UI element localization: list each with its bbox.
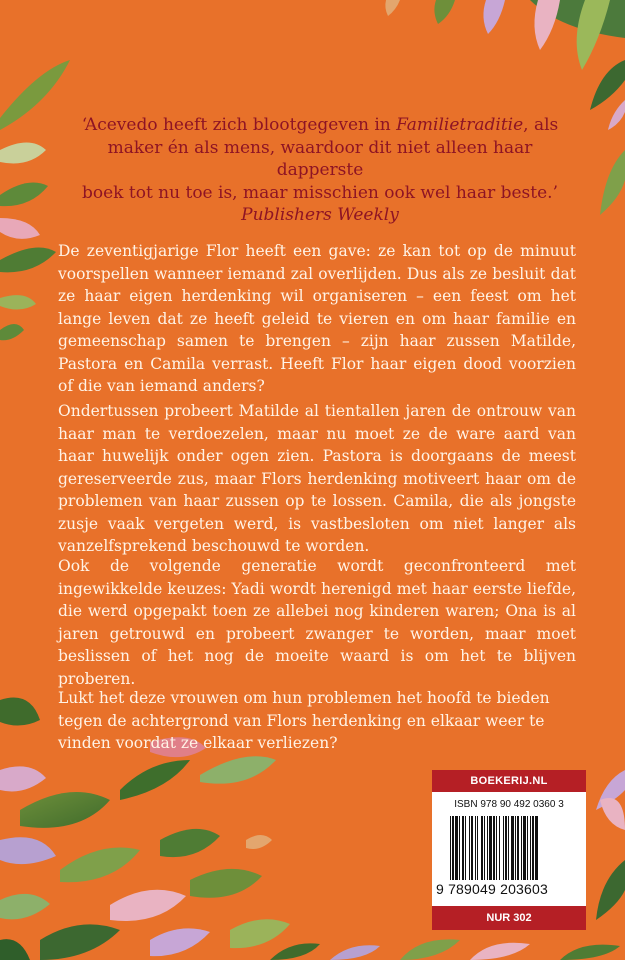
blurb-paragraph-3: Ook de volgende generatie wordt geconfronteerd met ingewikkelde keuzes: Yadi wordt herenigd met haar eerste liefde, die werd opgepakt toen ze allebei nog kinderen waren; Ona is al jaren getrouwd en probeert zwanger te worden, maar moet beslissen of het nog de moeite waard is om het te blijven proberen. [58,557,576,688]
barcode-bar [527,816,528,880]
quote-source: Publishers Weekly [241,205,399,225]
barcode-bar [481,816,483,880]
barcode-bar [496,816,497,880]
barcode-bar [450,816,451,880]
quote-line-2: maker én als mens, waardoor dit niet alleen haar dapperste [107,137,533,180]
barcode-bar [459,816,460,880]
review-quote [70,114,570,227]
quote-line-1a: ‘Acevedo heeft zich blootgegeven in [81,115,397,135]
publisher-url: BOEKERIJ.NL [432,770,586,792]
barcode-bar [487,816,488,880]
barcode-bar [503,816,504,880]
quote-line-1b: , als [523,115,559,135]
quote-book-title: Familietraditie [396,115,524,135]
barcode-digits: 9 789049 203603 [436,881,548,897]
barcode-bar [475,816,476,880]
barcode-label [432,770,586,930]
barcode-bar [508,816,509,880]
barcode-bar [532,816,534,880]
barcode-bar [469,816,470,880]
barcode-bar [517,816,519,880]
barcode-bar [477,816,478,880]
barcode-bar [515,816,516,880]
blurb-paragraph-1: De zeventigjarige Flor heeft een gave: ze kan tot op de minuut voorspellen wanneer iemand zal overlijden. Dus als ze besluit dat ze haar eigen herdenking wil organiseren – een feest om het lange leven dat ze heeft geleid te vieren en om haar familie en gemeenschap samen te brengen – zijn haar zussen Matilde, Pastora en Camila verrast. Heeft Flor haar eigen dood voorzien of die van iemand anders? [58,242,576,395]
barcode-bar [521,816,522,880]
barcode-bar [462,816,464,880]
barcode-bar [535,816,538,880]
quote-line-3: boek tot nu toe is, maar misschien ook wel haar beste.’ [82,182,558,203]
barcode-bar [489,816,492,880]
barcode-bar [530,816,531,880]
barcode-bar [493,816,495,880]
barcode-bars [450,816,572,880]
barcode-bar [452,816,454,880]
barcode-bar [471,816,473,880]
blurb-paragraph-2: Ondertussen probeert Matilde al tientallen jaren de ontrouw van haar man te verdoezelen, maar nu moet ze de ware aard van haar huwelijk onder ogen zien. Pastora is doorgaans de meest gereserveerde zus, maar Flors herdenking motiveert haar om de problemen van haar zussen op te lossen. Camila, die als jongste zusje vaak vergeten werd, is vastbesloten om niet langer als vanzelfsprekend beschouwd te worden. [58,402,576,555]
barcode-bar [523,816,526,880]
barcode-bar [505,816,507,880]
barcode-bar [484,816,485,880]
barcode-bar [511,816,514,880]
nur-code: NUR 302 [432,906,586,930]
isbn-text: ISBN 978 90 492 0360 3 [454,799,564,810]
barcode-bar [465,816,466,880]
left-side-leaves [0,324,24,340]
barcode-bar [499,816,500,880]
blurb-paragraph-4: Lukt het deze vrouwen om hun problemen het hoofd te bieden tegen de achtergrond van Flors herdenking en elkaar weer te vinden voordat ze elkaar verliezen? [58,689,550,752]
barcode-bar [455,816,458,880]
